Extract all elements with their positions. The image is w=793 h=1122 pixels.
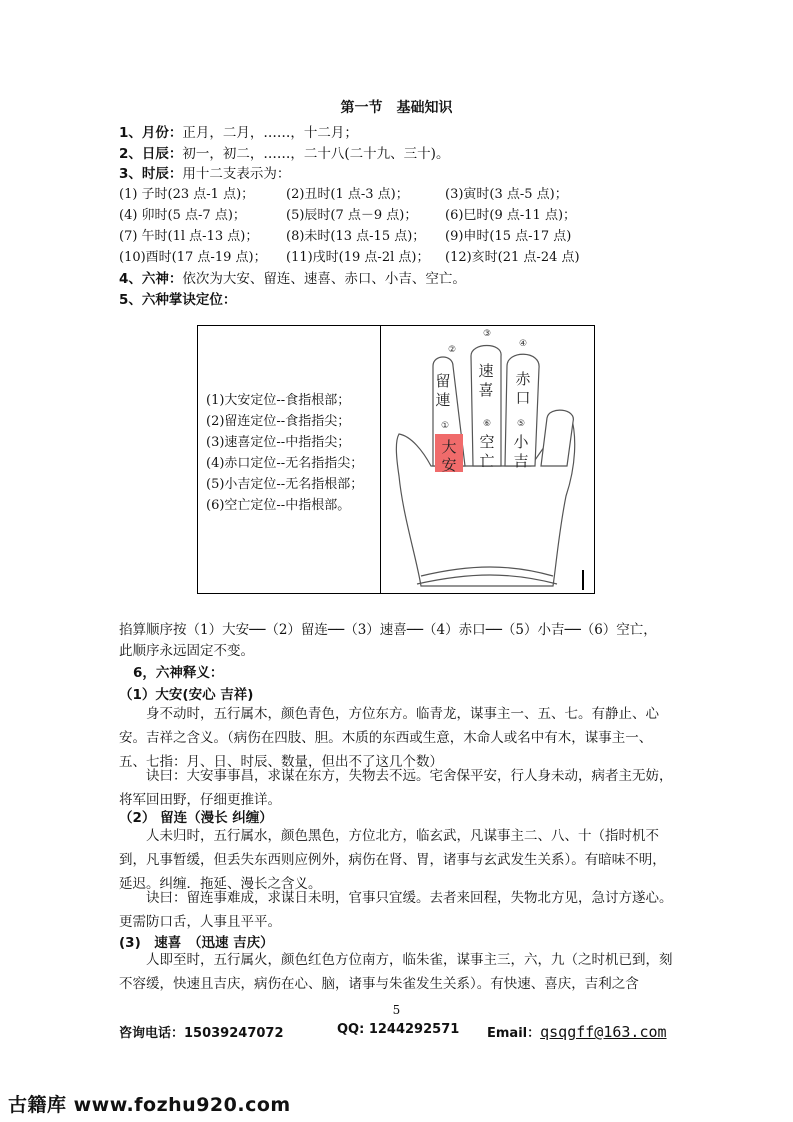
palm-diagram-box	[197, 325, 595, 594]
hour-line	[119, 162, 290, 182]
six-gods-line	[119, 267, 466, 287]
day-label: 2、日辰：	[119, 146, 183, 162]
label-daan-1: 大	[441, 438, 457, 456]
hour-cell: (9)申时(15 点-17 点)	[445, 229, 572, 244]
mark-2: ②	[447, 345, 457, 355]
label-kongwang-1: 空	[479, 433, 495, 451]
hour-cell: (10)酉时(17 点-19 点)；	[119, 250, 267, 265]
palm-line	[119, 288, 236, 308]
hour-cell: (8)未时(13 点-15 点)；	[286, 229, 426, 244]
position-item: (2)留连定位--食指指尖；	[206, 414, 351, 429]
month-line	[119, 121, 358, 141]
label-chikou-2: 口	[515, 389, 531, 407]
label-xiaoji-1: 小	[513, 433, 529, 451]
footer-qq: QQ: 1244292571	[337, 1022, 460, 1037]
hour-text: 用十二支表示为：	[182, 166, 291, 182]
sequence-line: 此顺序永远固定不变。	[119, 643, 254, 659]
section-heading: (3) 速喜 （迅速 吉庆）	[119, 935, 274, 951]
paragraph: 身不动时，五行属木，颜色青色，方位东方。临青龙，谋事主一、五、七。有静止、心安。吉祥之含义。（病伤在四肢、胆。木质的东西或生意，木命人或名中有木，谋事主一、五、七指：月、日、时辰、数量，但出不了这几个数）	[119, 706, 659, 770]
hour-cell: (7) 午时(1l 点-13 点)；	[119, 229, 259, 244]
position-item: (6)空亡定位--中指根部。	[206, 498, 351, 513]
paragraph: 人即至时，五行属火，颜色红色方位南方，临朱雀，谋事主三，六，九（之时机已到，刻不容缓，快速且吉庆，病伤在心、脑，诸事与朱雀发生关系）。有快速、喜庆，吉利之含	[119, 952, 673, 992]
hour-row-1	[119, 183, 568, 202]
email-link[interactable]: qsqgff@163.com	[540, 1023, 667, 1041]
site-brand: 古籍库 www.fozhu920.com	[8, 1094, 291, 1116]
little-finger	[541, 410, 573, 466]
paragraph: 诀曰：留连事难成，求谋日未明，官事只宜缓。去者来回程，失物北方见，急讨方遂心。更需防口舌，人事且平平。	[119, 890, 673, 930]
footer-phone: 咨询电话：15039247072	[119, 1026, 284, 1041]
page-number: 5	[392, 1003, 401, 1017]
label-chikou-1: 赤	[515, 370, 531, 388]
day-text: 初一，初二，……，二十八(二十九、三十)。	[182, 146, 450, 162]
label-xiaoji-2: 吉	[513, 452, 529, 470]
hour-cell: (5)辰时(7 点－9 点)；	[286, 208, 418, 223]
hand-illustration	[381, 326, 595, 593]
position-item: (3)速喜定位--中指指尖；	[206, 435, 351, 450]
mark-1: ①	[440, 421, 450, 431]
footer-email	[487, 1022, 667, 1041]
label-liulian-1: 留	[435, 372, 451, 390]
six-gods-text: 依次为大安、留连、速喜、赤口、小吉、空亡。	[182, 271, 466, 287]
hour-row-3	[119, 225, 571, 244]
hour-row-2	[119, 204, 576, 223]
label-suxi-2: 喜	[478, 381, 494, 399]
month-label: 1、月份：	[119, 125, 183, 141]
mark-5: ⑤	[516, 419, 526, 429]
hour-cell: (12)亥时(21 点-24 点)	[445, 250, 580, 265]
six-gods-label: 4、六神：	[119, 271, 183, 287]
hour-row-4	[119, 246, 580, 265]
email-label: Email：	[487, 1026, 541, 1041]
hour-cell: (1) 子时(23 点-1 点)；	[119, 187, 255, 202]
palm-label: 5、六种掌诀定位：	[119, 292, 237, 308]
position-item: (4)赤口定位--无名指指尖；	[206, 456, 364, 471]
position-list	[206, 390, 363, 516]
label-daan-2: 安	[441, 456, 457, 474]
mark-4: ④	[518, 339, 528, 349]
label-suxi-1: 速	[478, 362, 494, 380]
label-kongwang-2: 亡	[479, 452, 495, 470]
hour-cell: (2)丑时(1 点-3 点)；	[286, 187, 409, 202]
label-liulian-2: 連	[435, 391, 451, 409]
hour-cell: (11)戌时(19 点-2l 点)；	[286, 250, 430, 265]
meaning-heading: 6，六神释义：	[133, 665, 224, 681]
hour-cell: (3)寅时(3 点-5 点)；	[445, 187, 568, 202]
position-item: (1)大安定位--食指根部；	[206, 393, 351, 408]
position-item: (5)小吉定位--无名指根部；	[206, 477, 364, 492]
section-heading: （2） 留连（漫长 纠缠）	[119, 810, 273, 826]
sequence-line: 掐算顺序按（1）大安──（2）留连──（3）速喜──（4）赤口──（5）小吉──（6）空亡，	[119, 622, 657, 638]
sequence-paragraph	[119, 618, 679, 663]
hour-cell: (4) 卯时(5 点-7 点)；	[119, 208, 246, 223]
paragraph: 诀曰：大安事事昌，求谋在东方，失物去不远。宅舍保平安，行人身未动，病者主无妨，将军回田野，仔细更推详。	[119, 768, 673, 808]
section-heading: （1）大安(安心 吉祥)	[119, 687, 254, 703]
month-text: 正月，二月，……，十二月；	[182, 125, 358, 141]
hour-cell: (6)巳时(9 点-11 点)；	[445, 208, 577, 223]
section-title: 第一节 基础知识	[340, 100, 453, 116]
paragraph: 人未归时，五行属水，颜色黑色，方位北方，临玄武，凡谋事主二、八、十（指时机不到，凡事暂缓，但丢失东西则应例外，病伤在肾、胃，诸事与玄武发生关系）。有暗味不明，延迟。纠缠．拖延、漫长之含义。	[119, 828, 666, 892]
hour-label: 3、时辰：	[119, 166, 183, 182]
mark-6: ⑥	[482, 419, 492, 429]
mark-3: ③	[482, 329, 492, 339]
day-line	[119, 142, 449, 162]
